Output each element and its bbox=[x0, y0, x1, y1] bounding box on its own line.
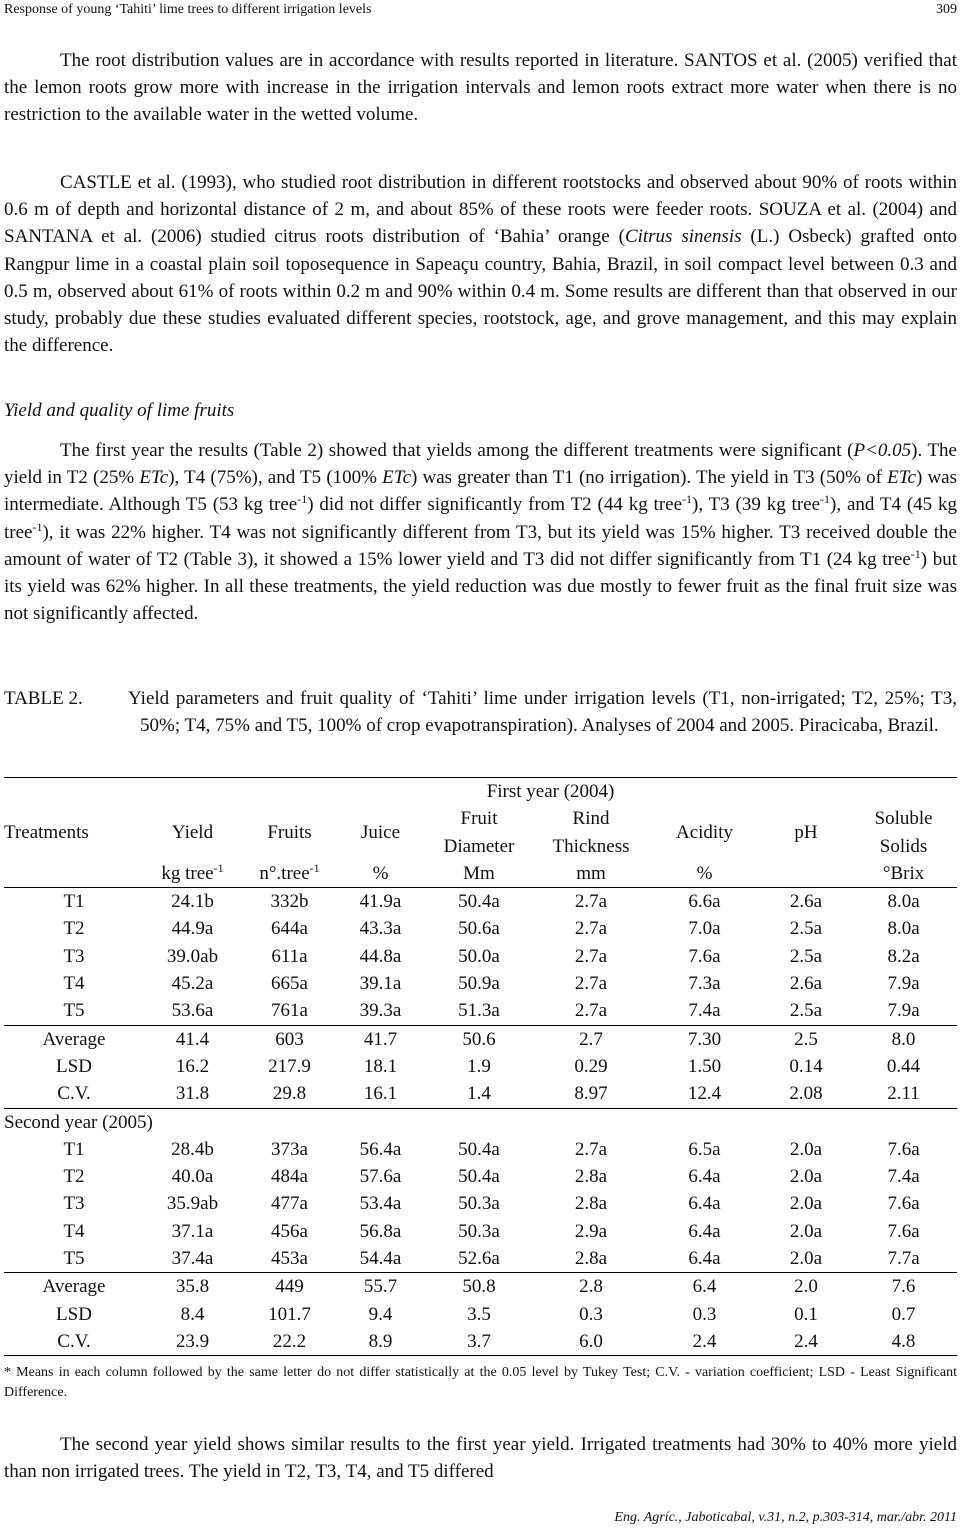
table-row bbox=[4, 943, 957, 970]
table-cell: 7.7a bbox=[887, 1248, 920, 1270]
table-cell: 37.4a bbox=[171, 1248, 214, 1270]
table-cell: 6.4a bbox=[688, 1166, 721, 1188]
col-header-acidity: Acidity bbox=[676, 822, 733, 844]
second-year-label: Second year (2005) bbox=[4, 1108, 957, 1136]
row-label: T4 bbox=[63, 1220, 85, 1242]
table-cell: 8.0a bbox=[887, 891, 920, 913]
col-header-rind-2: Thickness bbox=[552, 835, 630, 857]
superscript: -1 bbox=[682, 492, 693, 507]
table-cell: 12.4 bbox=[687, 1083, 722, 1105]
paragraph-text: ) was greater than T1 (no irrigation). The yield in T3 (50% of bbox=[411, 467, 888, 489]
paragraph-text: ). The yield in T2 (25% bbox=[4, 440, 957, 489]
table-cell: 3.5 bbox=[467, 1303, 491, 1325]
paragraph-yield bbox=[4, 437, 957, 627]
table-cell: 35.9ab bbox=[166, 1193, 219, 1215]
table-cell: 22.2 bbox=[241, 1328, 338, 1356]
table-column-header-row bbox=[4, 805, 957, 832]
table-cell: 3.7 bbox=[423, 1328, 535, 1356]
unit-diameter: Mm bbox=[423, 860, 535, 888]
table-cell: 7.6a bbox=[887, 1220, 920, 1242]
second-year-row bbox=[4, 1108, 957, 1136]
table-footnote: * Means in each column followed by the same letter do not differ statistically at the 0.05 level by Tukey Test; C.V. - variation coefficient; LSD - Least Significant Difference. bbox=[4, 1365, 957, 1400]
col-header-diameter: Fruit bbox=[460, 808, 498, 830]
table-cell: 2.6a bbox=[789, 973, 823, 995]
row-label: T1 bbox=[63, 1138, 85, 1160]
paragraph-text: ), and T4 (45 kg tree bbox=[4, 494, 958, 543]
table-cell: 2.7a bbox=[574, 973, 608, 995]
table-cell: 53.6a bbox=[171, 1000, 214, 1022]
table-cell: 2.0a bbox=[789, 1138, 823, 1160]
table-cell: 2.8a bbox=[574, 1193, 608, 1215]
paragraph-text: The root distribution values are in accordance with results reported in literature. SANTOS et al. (2005) verified that the lemon roots grow more with increase in the irrigation intervals and lemon roots extract more water when there is no restriction to the available water in the wetted volume. bbox=[4, 50, 957, 126]
table-cell: 2.0a bbox=[789, 1248, 823, 1270]
table-cell: 39.3a bbox=[359, 1000, 402, 1022]
row-label: T1 bbox=[63, 891, 85, 913]
table-cell: 52.6a bbox=[458, 1248, 500, 1270]
unit-fruits: n°.tree$^{-1}$ bbox=[241, 860, 338, 888]
col-header-ph: pH bbox=[794, 822, 818, 844]
table-cell: 50.4a bbox=[458, 1138, 500, 1160]
col-header-yield: Yield bbox=[171, 822, 214, 844]
table-cell: 2.0a bbox=[789, 1193, 823, 1215]
table-cell: 4.8 bbox=[850, 1328, 957, 1356]
table-cell: 9.4 bbox=[368, 1303, 393, 1325]
table-cell: 8.4 bbox=[180, 1303, 205, 1325]
table-cell: 8.0 bbox=[850, 1025, 957, 1053]
row-label: T5 bbox=[63, 1248, 85, 1270]
table-cell: 7.6a bbox=[688, 945, 721, 967]
row-label: LSD bbox=[56, 1055, 92, 1077]
table-cell: 0.3 bbox=[579, 1303, 603, 1325]
superscript: -1 bbox=[297, 492, 308, 507]
row-label: T3 bbox=[63, 1193, 85, 1215]
table-cell: 7.4a bbox=[688, 1000, 721, 1022]
table-cell: 8.9 bbox=[338, 1328, 423, 1356]
table-cell: 456a bbox=[271, 1220, 308, 1242]
results-table bbox=[4, 777, 957, 1356]
table-cell: 57.6a bbox=[359, 1166, 402, 1188]
table-cell: 373a bbox=[271, 1138, 308, 1160]
table-cell: 2.7a bbox=[574, 918, 608, 940]
table-cell: 217.9 bbox=[268, 1055, 311, 1077]
table-cell: 51.3a bbox=[458, 1000, 500, 1022]
table-row bbox=[4, 1025, 957, 1053]
paragraph-text: The second year yield shows similar results to the first year yield. Irrigated treatments had 30% to 40% more yield than non irrigated trees. The yield in T2, T3, T4, and T5 differed bbox=[4, 1434, 957, 1483]
table-cell: 2.0a bbox=[789, 1220, 823, 1242]
paragraph-text-italic: ETc bbox=[382, 467, 412, 489]
table-cell: 6.4a bbox=[688, 1248, 721, 1270]
table-cell: 761a bbox=[271, 1000, 308, 1022]
unit-brix: °Brix bbox=[850, 860, 957, 888]
table-cell: 39.1a bbox=[359, 973, 402, 995]
table-cell: 7.3a bbox=[688, 973, 721, 995]
table-cell: 28.4b bbox=[171, 1138, 214, 1160]
table-cell: 54.4a bbox=[359, 1248, 402, 1270]
row-label: C.V. bbox=[4, 1328, 144, 1356]
table-cell: 2.11 bbox=[887, 1083, 920, 1105]
table-units-row bbox=[4, 860, 957, 888]
table-cell: 18.1 bbox=[363, 1055, 398, 1077]
paragraph-text: ), T4 (75%), and T5 (100% bbox=[168, 467, 383, 489]
table-cell: 7.6a bbox=[887, 1193, 920, 1215]
table-cell: 0.1 bbox=[794, 1303, 818, 1325]
superscript: -1 bbox=[820, 492, 831, 507]
table-cell: 665a bbox=[271, 973, 308, 995]
table-cell: 31.8 bbox=[175, 1083, 210, 1105]
table-row bbox=[4, 1053, 957, 1080]
row-label: C.V. bbox=[57, 1083, 91, 1105]
unit-juice: % bbox=[338, 860, 423, 888]
table-cell: 2.9a bbox=[574, 1220, 608, 1242]
table-cell: 644a bbox=[271, 918, 308, 940]
table-cell: 56.4a bbox=[359, 1138, 402, 1160]
table-cell: 2.0a bbox=[789, 1166, 823, 1188]
superscript: -1 bbox=[32, 519, 43, 534]
table-cell: 2.08 bbox=[789, 1083, 823, 1105]
table-cell: 0.44 bbox=[886, 1055, 921, 1077]
table-cell: 2.5a bbox=[789, 1000, 823, 1022]
table-cell: 50.4a bbox=[458, 891, 500, 913]
table-cell: 7.9a bbox=[887, 973, 920, 995]
table-row bbox=[4, 1080, 957, 1108]
table-cell: 37.1a bbox=[171, 1220, 214, 1242]
table-cell: 44.9a bbox=[171, 918, 214, 940]
table-row bbox=[4, 970, 957, 997]
table-cell: 50.3a bbox=[458, 1193, 500, 1215]
paragraph-text: ) did not differ significantly from T2 (44 kg tree bbox=[307, 494, 683, 516]
table-cell: 6.4 bbox=[647, 1273, 762, 1301]
table-row bbox=[4, 997, 957, 1025]
paragraph-second-year bbox=[4, 1431, 957, 1485]
table-row bbox=[4, 1136, 957, 1163]
row-label: T3 bbox=[63, 945, 85, 967]
unit-yield: kg tree$^{-1}$ bbox=[144, 860, 241, 888]
table-cell: 101.7 bbox=[268, 1303, 311, 1325]
row-label: T5 bbox=[63, 1000, 85, 1022]
table-cell: 56.8a bbox=[359, 1220, 402, 1242]
table-cell: 2.4 bbox=[762, 1328, 850, 1356]
table-cell: 50.9a bbox=[458, 973, 500, 995]
col-header-rind: Rind bbox=[572, 808, 610, 830]
paragraph-text: The first year the results (Table 2) showed that yields among the different treatments were significant ( bbox=[60, 440, 854, 461]
paragraph-text: (L.) Osbeck) grafted onto Rangpur lime in a coastal plain soil toposequence in Sapeaçu country, Bahia, Brazil, in soil compact level between 0.3 and 0.5 m, observed about 61% of roots within 0.2 m and 90% within 0.4 m. Some results are different than that observed in our study, probably due these studies evaluated different species, rootstock, age, and grove management, and this may explain the difference. bbox=[4, 226, 957, 357]
section-title: Yield and quality of lime fruits bbox=[4, 400, 235, 421]
paragraph-root-distribution bbox=[4, 47, 957, 129]
table-cell: 41.9a bbox=[359, 891, 402, 913]
running-title: Response of young ‘Tahiti’ lime trees to different irrigation levels bbox=[4, 2, 372, 17]
table-cell: 53.4a bbox=[359, 1193, 402, 1215]
table-cell: 6.4a bbox=[688, 1193, 721, 1215]
table-cell: 7.9a bbox=[887, 1000, 920, 1022]
row-label: T4 bbox=[63, 973, 85, 995]
table-cell: 6.0 bbox=[535, 1328, 647, 1356]
table-cell: 50.6a bbox=[458, 918, 500, 940]
col-header-soluble-2: Solids bbox=[879, 835, 928, 857]
table-cell: 8.2a bbox=[887, 945, 920, 967]
table-cell: 7.4a bbox=[887, 1166, 920, 1188]
table-cell: 2.8a bbox=[574, 1166, 608, 1188]
table-cell: 8.97 bbox=[574, 1083, 608, 1105]
paragraph-text: ) was intermediate. Although T5 (53 kg tree bbox=[4, 467, 958, 516]
table-year-header-row bbox=[4, 778, 957, 806]
table-cell: 7.6 bbox=[850, 1273, 957, 1301]
table-cell: 2.8a bbox=[574, 1248, 608, 1270]
table-cell: 477a bbox=[271, 1193, 308, 1215]
table-cell: 2.7a bbox=[574, 891, 608, 913]
table-cell: 41.7 bbox=[338, 1025, 423, 1053]
table-cell: 7.6a bbox=[887, 1138, 920, 1160]
table-cell: 16.1 bbox=[363, 1083, 398, 1105]
table-cell: 332b bbox=[270, 891, 309, 913]
row-label: T2 bbox=[63, 1166, 85, 1188]
table-cell: 35.8 bbox=[144, 1273, 241, 1301]
table-cell: 29.8 bbox=[272, 1083, 307, 1105]
table-cell: 50.8 bbox=[423, 1273, 535, 1301]
col-header-soluble: Soluble bbox=[874, 808, 933, 830]
table-cell: 50.0a bbox=[458, 945, 500, 967]
paragraph-text: ), it was 22% higher. T4 was not significantly different from T3, but its yield was 15% higher. T3 received double the amount of water of T2 (Table 3), it showed a 15% lower yield and T3 did not differ significantly from T1 (24 kg tree bbox=[4, 521, 957, 570]
table-cell: 6.4a bbox=[688, 1220, 721, 1242]
paragraph-text: ) but its yield was 62% higher. In all these treatments, the yield reduction was due mostly to fewer fruit as the final fruit size was not significantly affected. bbox=[4, 548, 957, 625]
table-cell: 2.5 bbox=[762, 1025, 850, 1053]
row-label: Average bbox=[4, 1273, 144, 1301]
table-row bbox=[4, 1273, 957, 1301]
table-caption-text: Yield parameters and fruit quality of ‘Tahiti’ lime under irrigation levels (T1, non-irrigated; T2, 25%; T3, 50%; T4, 75% and T5, 100% of crop evapotranspiration). Analyses of 2004 and 2005. Piracicaba, Brazil. bbox=[128, 688, 957, 737]
species-name: Citrus sinensis bbox=[624, 226, 742, 248]
paragraph-text-italic: ETc bbox=[139, 467, 169, 489]
col-header-fruits: Fruits bbox=[267, 822, 312, 844]
table-row bbox=[4, 1163, 957, 1190]
table-cell: 2.7a bbox=[574, 945, 608, 967]
table-cell: 1.4 bbox=[467, 1083, 491, 1105]
table-cell: 611a bbox=[271, 945, 308, 967]
journal-citation: Eng. Agríc., Jaboticabal, v.31, n.2, p.303-314, mar./abr. 2011 bbox=[614, 1510, 957, 1525]
table-cell: 1.9 bbox=[467, 1055, 491, 1077]
table-cell: 2.7a bbox=[574, 1138, 608, 1160]
table-cell: 453a bbox=[271, 1248, 308, 1270]
table-cell: 44.8a bbox=[359, 945, 402, 967]
table-cell: 2.7 bbox=[535, 1025, 647, 1053]
page-number: 309 bbox=[936, 2, 957, 17]
table-row bbox=[4, 1328, 957, 1356]
table-cell: 8.0a bbox=[887, 918, 920, 940]
table-caption-label: TABLE 2. bbox=[4, 688, 83, 709]
table-cell: 0.3 bbox=[692, 1303, 717, 1325]
table-cell: 0.29 bbox=[574, 1055, 608, 1077]
table-cell: 39.0ab bbox=[166, 945, 219, 967]
paragraph-castle bbox=[4, 169, 957, 359]
table-cell: 2.4 bbox=[647, 1328, 762, 1356]
paragraph-text: CASTLE et al. (1993), who studied root distribution in different rootstocks and observed about 90% of roots within 0.6 m of depth and horizontal distance of 2 m, and about 85% of these roots were feeder roots. SOUZA et al. (2004) and SANTANA et al. (2006) studied citrus roots distribution of ‘Bahia’ orange ( bbox=[4, 172, 957, 248]
table-cell: 2.7a bbox=[574, 1000, 608, 1022]
table-cell: 40.0a bbox=[171, 1166, 214, 1188]
col-header-juice: Juice bbox=[360, 822, 401, 844]
table-cell: 6.6a bbox=[688, 891, 721, 913]
table-cell: 484a bbox=[271, 1166, 308, 1188]
table-cell: 1.50 bbox=[687, 1055, 722, 1077]
unit-rind: mm bbox=[535, 860, 647, 888]
table-row bbox=[4, 1190, 957, 1217]
year2-rows bbox=[4, 1136, 957, 1356]
table-cell: 7.30 bbox=[647, 1025, 762, 1053]
table-cell: 2.8 bbox=[535, 1273, 647, 1301]
table-cell: 2.6a bbox=[789, 891, 823, 913]
table-row bbox=[4, 915, 957, 942]
paragraph-text-italic: P<0.05 bbox=[853, 440, 912, 461]
table-cell: 0.14 bbox=[789, 1055, 823, 1077]
unit-acidity: % bbox=[647, 860, 762, 888]
paragraph-text: ), T3 (39 kg tree bbox=[692, 494, 821, 516]
row-label: Average bbox=[4, 1025, 144, 1053]
table-cell: 23.9 bbox=[144, 1328, 241, 1356]
table-cell: 2.5a bbox=[789, 945, 823, 967]
table-cell: 16.2 bbox=[175, 1055, 210, 1077]
table-row bbox=[4, 1218, 957, 1245]
table-cell: 2.0 bbox=[762, 1273, 850, 1301]
table-cell: 449 bbox=[241, 1273, 338, 1301]
table-cell: 0.7 bbox=[891, 1303, 916, 1325]
table-cell: 2.5a bbox=[789, 918, 823, 940]
table-cell: 55.7 bbox=[338, 1273, 423, 1301]
first-year-label: First year (2004) bbox=[144, 778, 957, 806]
table-row bbox=[4, 1301, 957, 1328]
table-cell: 41.4 bbox=[144, 1025, 241, 1053]
table-cell: 6.5a bbox=[688, 1138, 721, 1160]
superscript: -1 bbox=[910, 546, 921, 561]
table-row bbox=[4, 888, 957, 916]
col-header-treatments: Treatments bbox=[4, 822, 89, 844]
table-cell: 50.6 bbox=[423, 1025, 535, 1053]
table-cell: 43.3a bbox=[359, 918, 402, 940]
row-label: T2 bbox=[63, 918, 85, 940]
year1-rows bbox=[4, 888, 957, 1108]
table-cell: 24.1b bbox=[171, 891, 214, 913]
table-cell: 50.4a bbox=[458, 1166, 500, 1188]
table-cell: 7.0a bbox=[688, 918, 721, 940]
table-cell: 50.3a bbox=[458, 1220, 500, 1242]
table-cell: 45.2a bbox=[171, 973, 214, 995]
col-header-diameter-2: Diameter bbox=[443, 835, 515, 857]
table-cell: 603 bbox=[241, 1025, 338, 1053]
row-label: LSD bbox=[56, 1303, 92, 1325]
table-row bbox=[4, 1245, 957, 1273]
paragraph-text-italic: ETc bbox=[887, 467, 916, 489]
